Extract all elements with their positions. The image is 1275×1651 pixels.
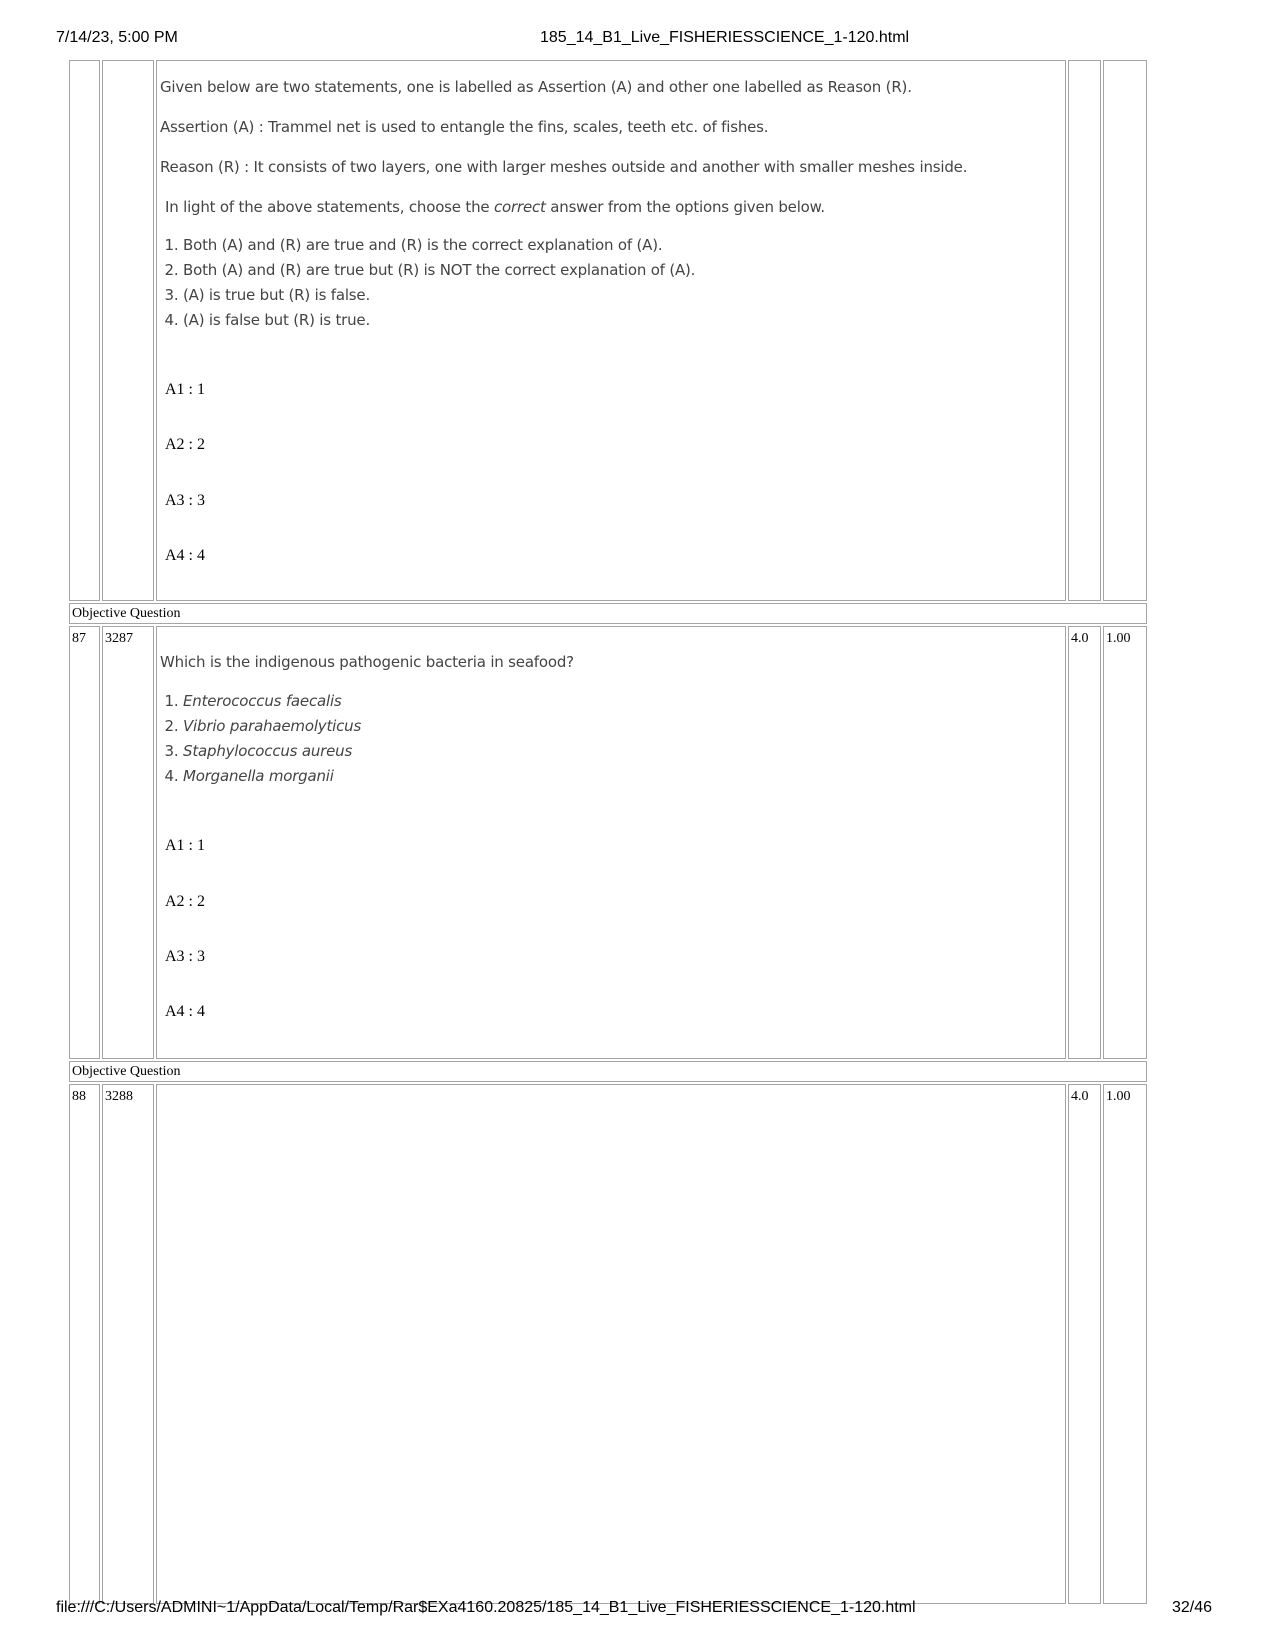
q87-answer-3: A3 : 3 bbox=[165, 948, 205, 965]
q87-answer-1: A1 : 1 bbox=[165, 837, 205, 854]
q87-body-cell bbox=[156, 626, 1066, 1059]
q88-id-cell: 3288 bbox=[102, 1084, 154, 1604]
q87-option-3: 3. Staphylococcus aureus bbox=[183, 739, 361, 764]
q86-option-2: 2. Both (A) and (R) are true but (R) is NOT the correct explanation of (A). bbox=[183, 258, 695, 283]
q86-assertion: Assertion (A) : Trammel net is used to entangle the fins, scales, teeth etc. of fishes. bbox=[160, 118, 769, 136]
q86-marks-cell bbox=[1068, 60, 1101, 601]
q86-intro: Given below are two statements, one is labelled as Assertion (A) and other one labelled as Reason (R). bbox=[160, 78, 912, 96]
print-datetime: 7/14/23, 5:00 PM bbox=[56, 29, 178, 46]
q88-sno-cell: 88 bbox=[69, 1084, 100, 1604]
q86-answer-3: A3 : 3 bbox=[165, 492, 205, 509]
q86-reason: Reason (R) : It consists of two layers, one with larger meshes outside and another with smaller meshes inside. bbox=[160, 158, 968, 176]
q86-option-3: 3. (A) is true but (R) is false. bbox=[183, 283, 695, 308]
q87-question: Which is the indigenous pathogenic bacteria in seafood? bbox=[160, 653, 574, 671]
section-label: Objective Question bbox=[69, 603, 1147, 624]
section-label: Objective Question bbox=[69, 1061, 1147, 1082]
q86-answer-4: A4 : 4 bbox=[165, 547, 205, 564]
print-file-path: file:///C:/Users/ADMINI~1/AppData/Local/Temp/Rar$EXa4160.20825/185_14_B1_Live_FISHERIESSCIENCE_1-120.html bbox=[56, 1599, 916, 1616]
q86-instruction: In light of the above statements, choose the correct answer from the options given below. bbox=[165, 198, 825, 216]
question-table bbox=[69, 60, 1206, 1595]
q88-body-cell bbox=[156, 1084, 1066, 1604]
q86-sno-cell bbox=[69, 60, 100, 601]
q86-option-4: 4. (A) is false but (R) is true. bbox=[183, 308, 695, 333]
q87-answer-2: A2 : 2 bbox=[165, 893, 205, 910]
page-number: 32/46 bbox=[1172, 1599, 1213, 1616]
q86-body-cell bbox=[156, 60, 1066, 601]
q87-option-1: 1. Enterococcus faecalis bbox=[183, 689, 361, 714]
q87-options bbox=[143, 689, 361, 789]
q87-option-2: 2. Vibrio parahaemolyticus bbox=[183, 714, 361, 739]
q87-option-4: 4. Morganella morganii bbox=[183, 764, 361, 789]
print-page-title: 185_14_B1_Live_FISHERIESSCIENCE_1-120.html bbox=[540, 29, 910, 46]
q87-sno-cell: 87 bbox=[69, 626, 100, 1059]
q86-negative-cell bbox=[1103, 60, 1147, 601]
q87-answer-4: A4 : 4 bbox=[165, 1003, 205, 1020]
q87-negative-cell: 1.00 bbox=[1103, 626, 1147, 1059]
q86-answer-2: A2 : 2 bbox=[165, 436, 205, 453]
q87-marks-cell: 4.0 bbox=[1068, 626, 1101, 1059]
q88-negative-cell: 1.00 bbox=[1103, 1084, 1147, 1604]
q88-marks-cell: 4.0 bbox=[1068, 1084, 1101, 1604]
q86-answer-1: A1 : 1 bbox=[165, 381, 205, 398]
q87-id-cell: 3287 bbox=[102, 626, 154, 1059]
q86-option-1: 1. Both (A) and (R) are true and (R) is the correct explanation of (A). bbox=[183, 233, 695, 258]
q86-options bbox=[143, 233, 695, 333]
